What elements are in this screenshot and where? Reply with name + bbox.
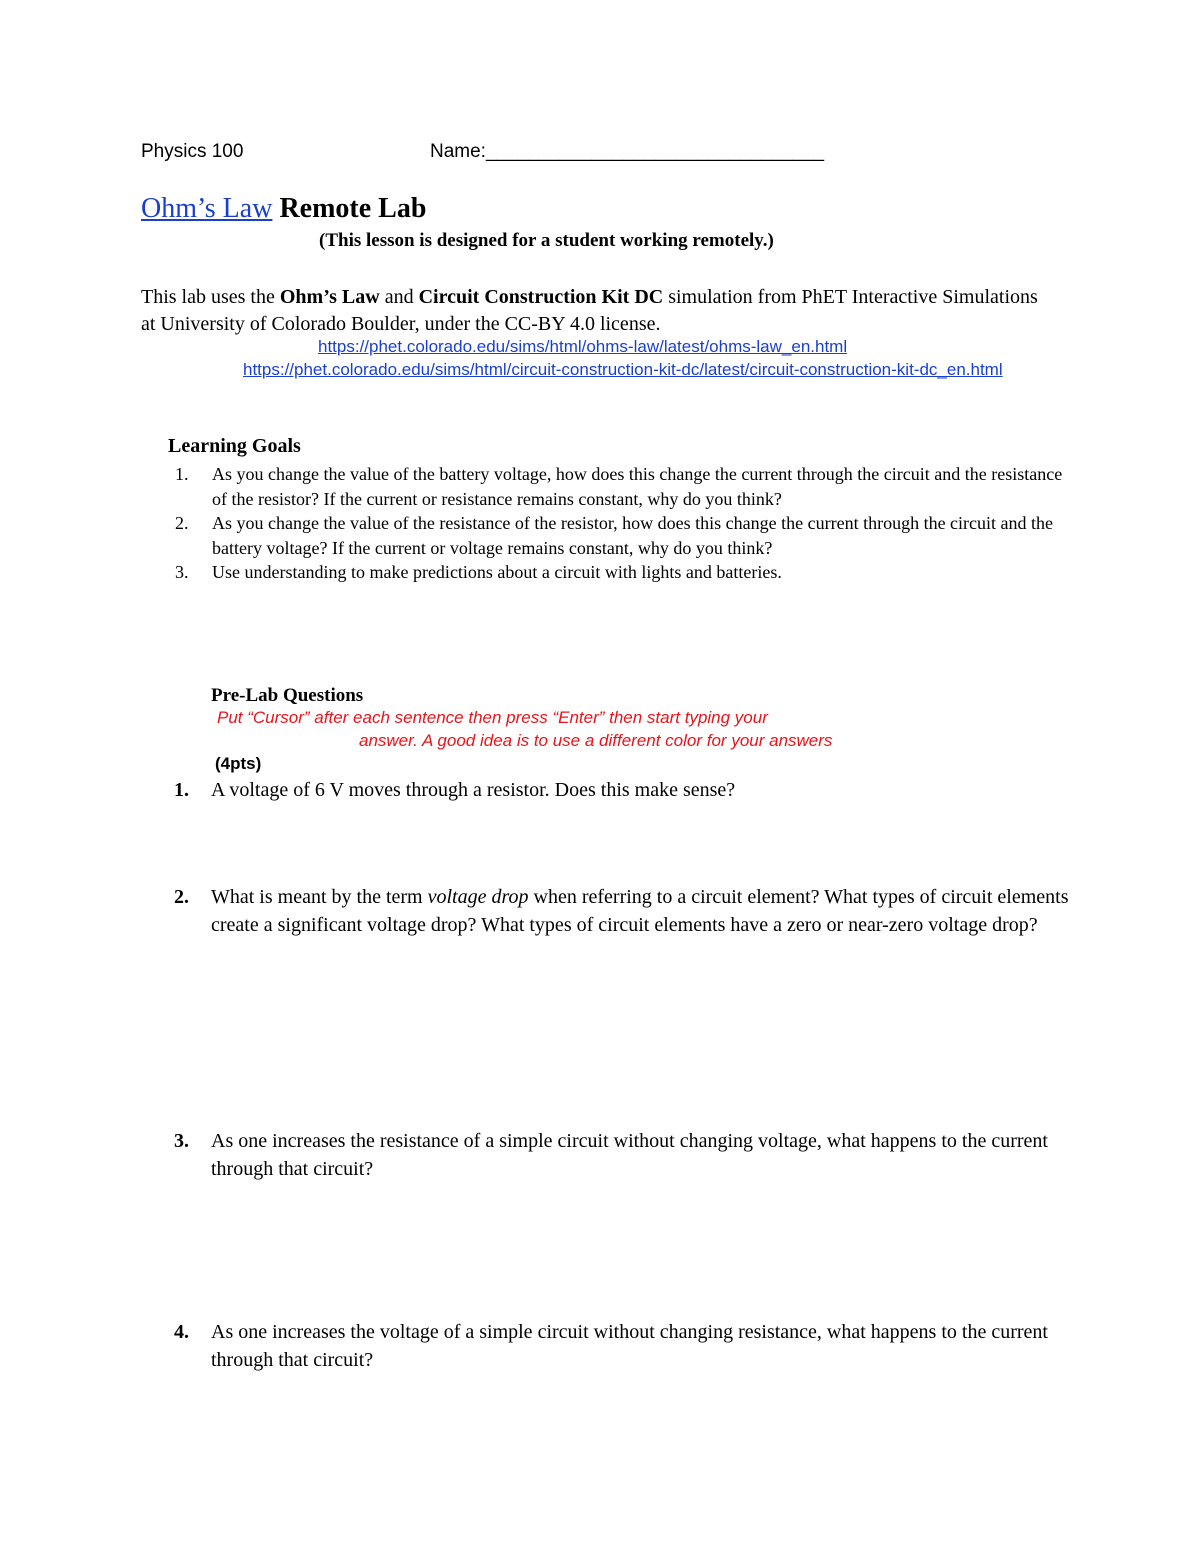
prelab-question-1 xyxy=(174,777,1074,805)
goal-number: 3. xyxy=(175,562,189,582)
intro-text-2: and xyxy=(379,286,419,308)
prelab-heading: Pre-Lab Questions xyxy=(211,685,364,706)
intro-text-1: This lab uses the xyxy=(141,286,280,308)
goal-number: 2. xyxy=(175,513,189,533)
intro-bold-cck: Circuit Construction Kit DC xyxy=(418,286,664,308)
ohms-law-url-link[interactable]: https://phet.colorado.edu/sims/html/ohms-law/latest/ohms-law_en.html xyxy=(318,337,848,356)
goal-item xyxy=(168,462,1068,511)
title-rest: Remote Lab xyxy=(272,193,427,224)
question-number: 2. xyxy=(174,886,189,908)
goal-item xyxy=(168,511,1068,560)
prelab-question-4 xyxy=(174,1319,1074,1374)
question-text[interactable]: As one increases the resistance of a simple circuit without changing voltage, what happens to the current through that circuit? xyxy=(211,1130,1048,1180)
question-text[interactable]: As one increases the voltage of a simple circuit without changing resistance, what happens to the current through that circuit? xyxy=(211,1321,1048,1371)
question-number: 4. xyxy=(174,1321,189,1343)
instruction-line-1: Put “Cursor” after each sentence then press “Enter” then start typing your xyxy=(217,708,768,727)
prelab-question-3 xyxy=(174,1128,1074,1183)
learning-goals-heading: Learning Goals xyxy=(168,435,301,457)
goal-number: 1. xyxy=(175,464,189,484)
prelab-question-2 xyxy=(174,884,1074,939)
question-text[interactable] xyxy=(211,884,1074,939)
cck-dc-url-link[interactable]: https://phet.colorado.edu/sims/html/circuit-construction-kit-dc/latest/circuit-construction-kit-dc_en.html xyxy=(243,360,1003,379)
question-text[interactable]: A voltage of 6 V moves through a resistor. Does this make sense? xyxy=(211,779,736,801)
learning-goals-list xyxy=(168,462,1068,585)
goal-text: As you change the value of the battery voltage, how does this change the current through the circuit and the resistance of the resistor? If the current or resistance remains constant, why do you think? xyxy=(212,464,1063,509)
goal-text: As you change the value of the resistance of the resistor, how does this change the current through the circuit and the battery voltage? If the current or voltage remains constant, why do you think? xyxy=(212,513,1054,558)
question-text-emphasis: voltage drop xyxy=(427,886,529,908)
question-text-pre: What is meant by the term xyxy=(211,886,428,908)
question-number: 3. xyxy=(174,1130,189,1152)
intro-paragraph xyxy=(141,284,1041,338)
goal-item xyxy=(168,560,1068,585)
intro-text-3: simulation from PhET Interactive Simulations at University of Colorado Boulder, under the CC-BY 4.0 license. xyxy=(141,286,1038,335)
question-number: 1. xyxy=(174,779,189,801)
course-label: Physics 100 xyxy=(141,141,244,162)
goal-text: Use understanding to make predictions about a circuit with lights and batteries. xyxy=(212,562,782,582)
page-subtitle: (This lesson is designed for a student working remotely.) xyxy=(319,230,774,251)
instruction-line-2: answer. A good idea is to use a different color for your answers xyxy=(359,731,833,750)
name-field[interactable]: Name:________________________________ xyxy=(430,141,825,162)
page-title xyxy=(141,193,426,225)
intro-bold-ohms-law: Ohm’s Law xyxy=(279,286,380,308)
points-label: (4pts) xyxy=(215,754,262,773)
ohms-law-title-link[interactable]: Ohm’s Law xyxy=(141,193,273,224)
question-text-post: when referring to a circuit element? What types of circuit elements create a significant voltage drop? What types of circuit elements have a zero or near-zero voltage drop? xyxy=(211,886,1069,936)
